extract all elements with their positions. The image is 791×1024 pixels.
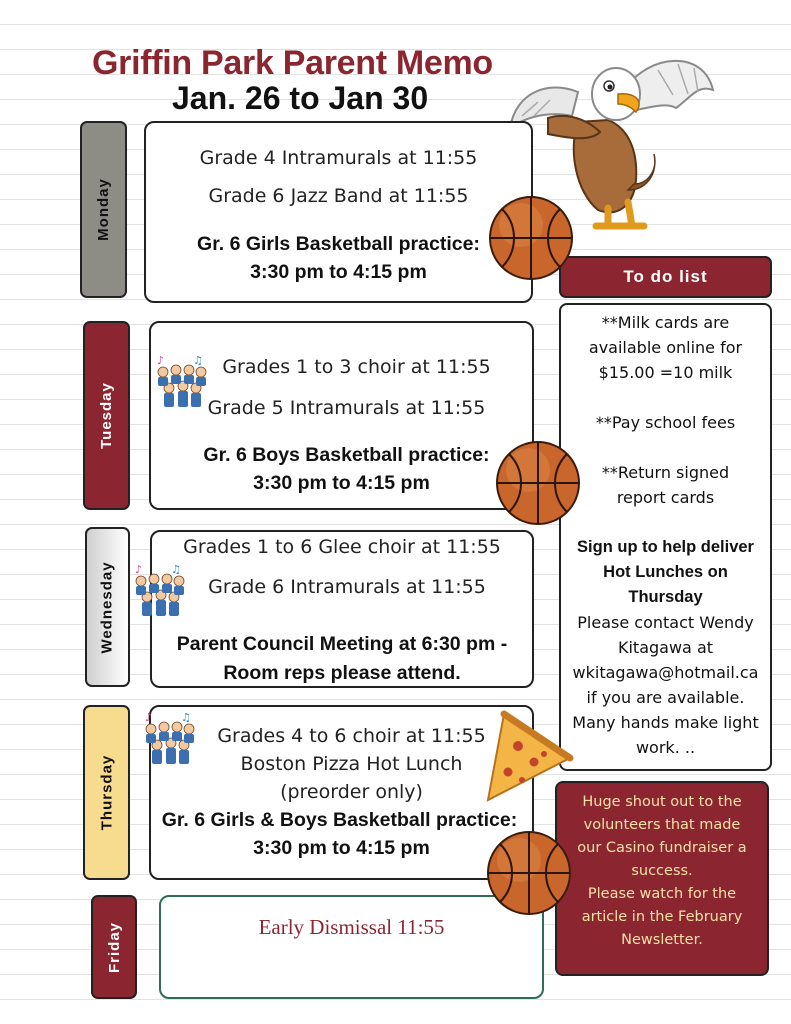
todo-spacer bbox=[561, 510, 770, 535]
thursday-box bbox=[149, 705, 534, 880]
wednesday-highlight: Parent Council Meeting at 6:30 pm - bbox=[176, 633, 508, 655]
friday-event: Early Dismissal 11:55 bbox=[258, 915, 445, 939]
svg-text:♫: ♫ bbox=[181, 711, 191, 724]
shoutout-line: success. bbox=[631, 863, 693, 879]
todo-bold-line: Sign up to help deliver bbox=[577, 538, 754, 556]
basketball-icon bbox=[495, 440, 581, 526]
wednesday-label: Wednesday bbox=[99, 560, 116, 654]
tuesday-label: Tuesday bbox=[98, 382, 115, 449]
tuesday-event: Grade 5 Intramurals at 11:55 bbox=[207, 397, 486, 419]
tuesday-tab bbox=[83, 321, 130, 510]
svg-text:♫: ♫ bbox=[193, 354, 203, 367]
pizza-slice-icon bbox=[484, 710, 574, 802]
choir-icon bbox=[131, 563, 189, 621]
thursday-highlight: Gr. 6 Girls & Boys Basketball practice: bbox=[161, 809, 518, 831]
todo-spacer bbox=[561, 435, 770, 460]
tuesday-highlight: 3:30 pm to 4:15 pm bbox=[253, 472, 430, 494]
monday-highlight: 3:30 pm to 4:15 pm bbox=[250, 261, 427, 283]
shoutout-line: article in the February bbox=[581, 909, 743, 925]
todo-line: $15.00 =10 milk bbox=[598, 363, 733, 382]
shoutout-line: our Casino fundraiser a bbox=[577, 840, 747, 856]
friday-tab bbox=[91, 895, 137, 999]
todo-line: **Pay school fees bbox=[595, 413, 736, 432]
shoutout-line: volunteers that made bbox=[583, 817, 741, 833]
todo-line: **Milk cards are bbox=[601, 313, 730, 332]
todo-contact-email: wkitagawa@hotmail.ca bbox=[572, 663, 759, 682]
svg-text:♫: ♫ bbox=[171, 563, 181, 576]
thursday-highlight: 3:30 pm to 4:15 pm bbox=[253, 837, 430, 859]
todo-spacer bbox=[561, 385, 770, 410]
todo-bold-line: Thursday bbox=[628, 588, 703, 606]
shoutout-line: Newsletter. bbox=[621, 932, 703, 948]
shoutout-panel bbox=[555, 781, 769, 976]
todo-contact-line: work. .. bbox=[635, 738, 696, 757]
thursday-event: Boston Pizza Hot Lunch bbox=[240, 753, 463, 775]
todo-line: **Return signed bbox=[601, 463, 730, 482]
wednesday-tab bbox=[85, 527, 130, 687]
thursday-tab bbox=[83, 705, 130, 880]
svg-text:♪: ♪ bbox=[157, 354, 165, 367]
svg-text:♪: ♪ bbox=[145, 711, 153, 724]
todo-header: To do list bbox=[559, 256, 772, 298]
wednesday-box bbox=[150, 530, 534, 688]
memo-dates: Jan. 26 to Jan 30 bbox=[172, 80, 429, 116]
tuesday-box bbox=[149, 321, 534, 510]
friday-label: Friday bbox=[105, 921, 123, 973]
monday-tab bbox=[80, 121, 127, 298]
todo-line: available online for bbox=[588, 338, 743, 357]
todo-line: report cards bbox=[616, 488, 715, 507]
thursday-label: Thursday bbox=[98, 754, 116, 831]
todo-contact-line: if you are available. bbox=[586, 688, 745, 707]
todo-contact-line: Please contact Wendy bbox=[577, 613, 754, 632]
monday-highlight: Gr. 6 Girls Basketball practice: bbox=[197, 233, 480, 255]
todo-panel bbox=[559, 303, 772, 771]
wednesday-highlight: Room reps please attend. bbox=[223, 662, 461, 684]
monday-event: Grade 6 Jazz Band at 11:55 bbox=[208, 185, 469, 207]
thursday-event: Grades 4 to 6 choir at 11:55 bbox=[217, 725, 486, 747]
tuesday-highlight: Gr. 6 Boys Basketball practice: bbox=[203, 444, 490, 466]
todo-bold-line: Hot Lunches on bbox=[603, 563, 728, 581]
choir-icon bbox=[141, 711, 199, 769]
monday-event: Grade 4 Intramurals at 11:55 bbox=[199, 147, 478, 169]
tuesday-event: Grades 1 to 3 choir at 11:55 bbox=[222, 356, 491, 378]
shoutout-line: Please watch for the bbox=[587, 886, 737, 902]
shoutout-line: Huge shout out to the bbox=[582, 794, 742, 810]
wednesday-event: Grades 1 to 6 Glee choir at 11:55 bbox=[183, 536, 501, 558]
todo-contact-line: Kitagawa at bbox=[617, 638, 714, 657]
basketball-icon bbox=[488, 195, 574, 281]
wednesday-event: Grade 6 Intramurals at 11:55 bbox=[208, 576, 486, 598]
todo-contact-line: Many hands make light bbox=[572, 713, 759, 732]
svg-text:♪: ♪ bbox=[135, 563, 143, 576]
memo-title: Griffin Park Parent Memo bbox=[92, 44, 493, 82]
basketball-icon bbox=[486, 830, 572, 916]
monday-box bbox=[144, 121, 533, 303]
monday-label: Monday bbox=[95, 178, 113, 241]
choir-icon bbox=[153, 354, 211, 412]
thursday-event: (preorder only) bbox=[280, 781, 423, 803]
